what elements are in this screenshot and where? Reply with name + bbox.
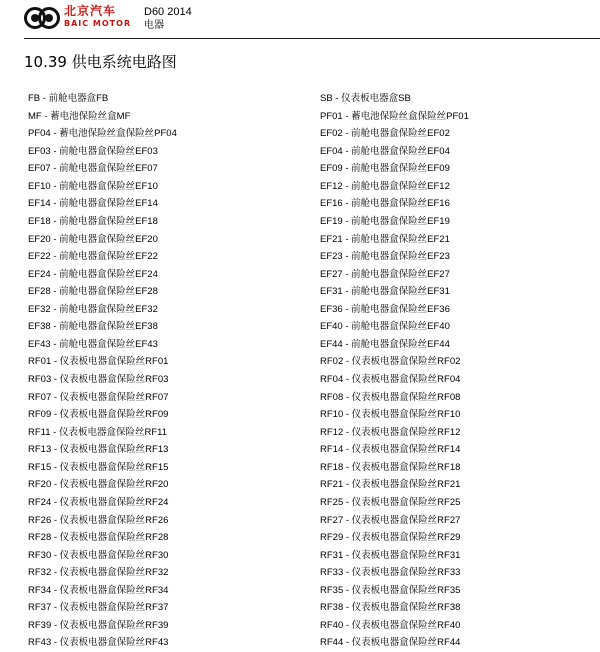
legend-item: RF11 - 仪表板电器盒保险丝RF11 [28,426,167,438]
legend-item: RF27 - 仪表板电器盒保险丝RF27 [320,514,461,526]
legend-item: RF40 - 仪表板电器盒保险丝RF40 [320,619,461,631]
legend-item: RF35 - 仪表板电器盒保险丝RF35 [320,584,461,596]
legend-item: RF28 - 仪表板电器盒保险丝RF28 [28,532,169,544]
legend-item: SB - 仪表板电器盒SB [320,93,411,104]
legend-item: RF29 - 仪表板电器盒保险丝RF29 [320,532,461,544]
legend-item: RF33 - 仪表板电器盒保险丝RF33 [320,567,461,579]
legend-item: RF15 - 仪表板电器盒保险丝RF15 [28,461,169,473]
legend-item: PF04 - 蓄电池保险丝盒保险丝PF04 [28,128,177,140]
legend-item: RF30 - 仪表板电器盒保险丝RF30 [28,549,169,561]
vehicle-model: D60 2014 [144,6,192,18]
header-divider [24,38,600,39]
legend-item: RF34 - 仪表板电器盒保险丝RF34 [28,584,169,596]
legend-item: EF27 - 前舱电器盒保险丝EF27 [320,268,450,280]
manual-section: 电器 [144,20,164,31]
legend-column-right [320,90,469,652]
legend-item: RF01 - 仪表板电器盒保险丝RF01 [28,356,169,368]
legend-item: EF40 - 前舱电器盒保险丝EF40 [320,321,450,333]
legend-item: RF07 - 仪表板电器盒保险丝RF07 [28,391,169,403]
legend-item: EF44 - 前舱电器盒保险丝EF44 [320,338,450,350]
legend-item: EF03 - 前舱电器盒保险丝EF03 [28,145,158,157]
legend-item: RF38 - 仪表板电器盒保险丝RF38 [320,602,461,614]
legend-item: RF13 - 仪表板电器盒保险丝RF13 [28,444,169,456]
legend-item: EF31 - 前舱电器盒保险丝EF31 [320,286,450,298]
legend-item: EF20 - 前舱电器盒保险丝EF20 [28,233,158,245]
legend-item: MF - 蓄电池保险丝盒MF [28,110,131,122]
legend-item: RF37 - 仪表板电器盒保险丝RF37 [28,602,169,614]
legend-item: EF10 - 前舱电器盒保险丝EF10 [28,180,158,192]
legend-item: RF09 - 仪表板电器盒保险丝RF09 [28,409,169,421]
legend-item: RF14 - 仪表板电器盒保险丝RF14 [320,444,461,456]
page-title: 10.39 供电系统电路图 [24,53,177,71]
legend-item: EF36 - 前舱电器盒保险丝EF36 [320,303,450,315]
legend-item: RF25 - 仪表板电器盒保险丝RF25 [320,496,461,508]
brand-name-english: BAIC MOTOR [64,19,132,28]
page-header [0,0,600,38]
legend-item: RF12 - 仪表板电器盒保险丝RF12 [320,426,461,438]
legend-item: RF24 - 仪表板电器盒保险丝RF24 [28,496,169,508]
legend-item: RF20 - 仪表板电器盒保险丝RF20 [28,479,169,491]
legend-item: EF43 - 前舱电器盒保险丝EF43 [28,338,158,350]
legend-item: EF16 - 前舱电器盒保险丝EF16 [320,198,450,210]
legend-item: EF19 - 前舱电器盒保险丝EF19 [320,215,450,227]
legend-item: EF38 - 前舱电器盒保险丝EF38 [28,321,158,333]
legend-item: RF03 - 仪表板电器盒保险丝RF03 [28,374,169,385]
brand-name-chinese: 北京汽车 [64,4,117,18]
legend-item: RF43 - 仪表板电器盒保险丝RF43 [28,637,169,649]
legend-item: EF09 - 前舱电器盒保险丝EF09 [320,163,450,175]
baic-logo-icon [24,4,60,32]
legend-item: EF12 - 前舱电器盒保险丝EF12 [320,180,450,192]
legend-item: EF32 - 前舱电器盒保险丝EF32 [28,303,158,315]
legend-item: RF44 - 仪表板电器盒保险丝RF44 [320,637,461,649]
legend-item: EF14 - 前舱电器盒保险丝EF14 [28,198,158,210]
legend-item: RF26 - 仪表板电器盒保险丝RF26 [28,514,169,526]
legend-item: RF18 - 仪表板电器盒保险丝RF18 [320,461,461,473]
legend-item: EF24 - 前舱电器盒保险丝EF24 [28,268,158,280]
legend-item: RF02 - 仪表板电器盒保险丝RF02 [320,356,461,368]
legend-item: RF32 - 仪表板电器盒保险丝RF32 [28,567,169,579]
legend-item: EF04 - 前舱电器盒保险丝EF04 [320,145,450,157]
legend-column-left [28,90,177,652]
legend-item: PF01 - 蓄电池保险丝盒保险丝PF01 [320,110,469,122]
legend-item: EF23 - 前舱电器盒保险丝EF23 [320,251,450,263]
legend-item: RF39 - 仪表板电器盒保险丝RF39 [28,619,169,631]
legend-item: RF31 - 仪表板电器盒保险丝RF31 [320,549,461,561]
legend-item: EF02 - 前舱电器盒保险丝EF02 [320,128,450,140]
legend-item: FB - 前舱电器盒FB [28,93,109,104]
legend-item: EF22 - 前舱电器盒保险丝EF22 [28,251,158,263]
legend-item: EF28 - 前舱电器盒保险丝EF28 [28,286,158,298]
legend-item: RF08 - 仪表板电器盒保险丝RF08 [320,391,461,403]
legend-item: EF07 - 前舱电器盒保险丝EF07 [28,163,158,175]
legend-item: EF21 - 前舱电器盒保险丝EF21 [320,233,450,245]
legend-item: EF18 - 前舱电器盒保险丝EF18 [28,215,158,227]
legend-item: RF04 - 仪表板电器盒保险丝RF04 [320,374,461,385]
legend-item: RF10 - 仪表板电器盒保险丝RF10 [320,409,461,421]
legend-item: RF21 - 仪表板电器盒保险丝RF21 [320,479,461,491]
